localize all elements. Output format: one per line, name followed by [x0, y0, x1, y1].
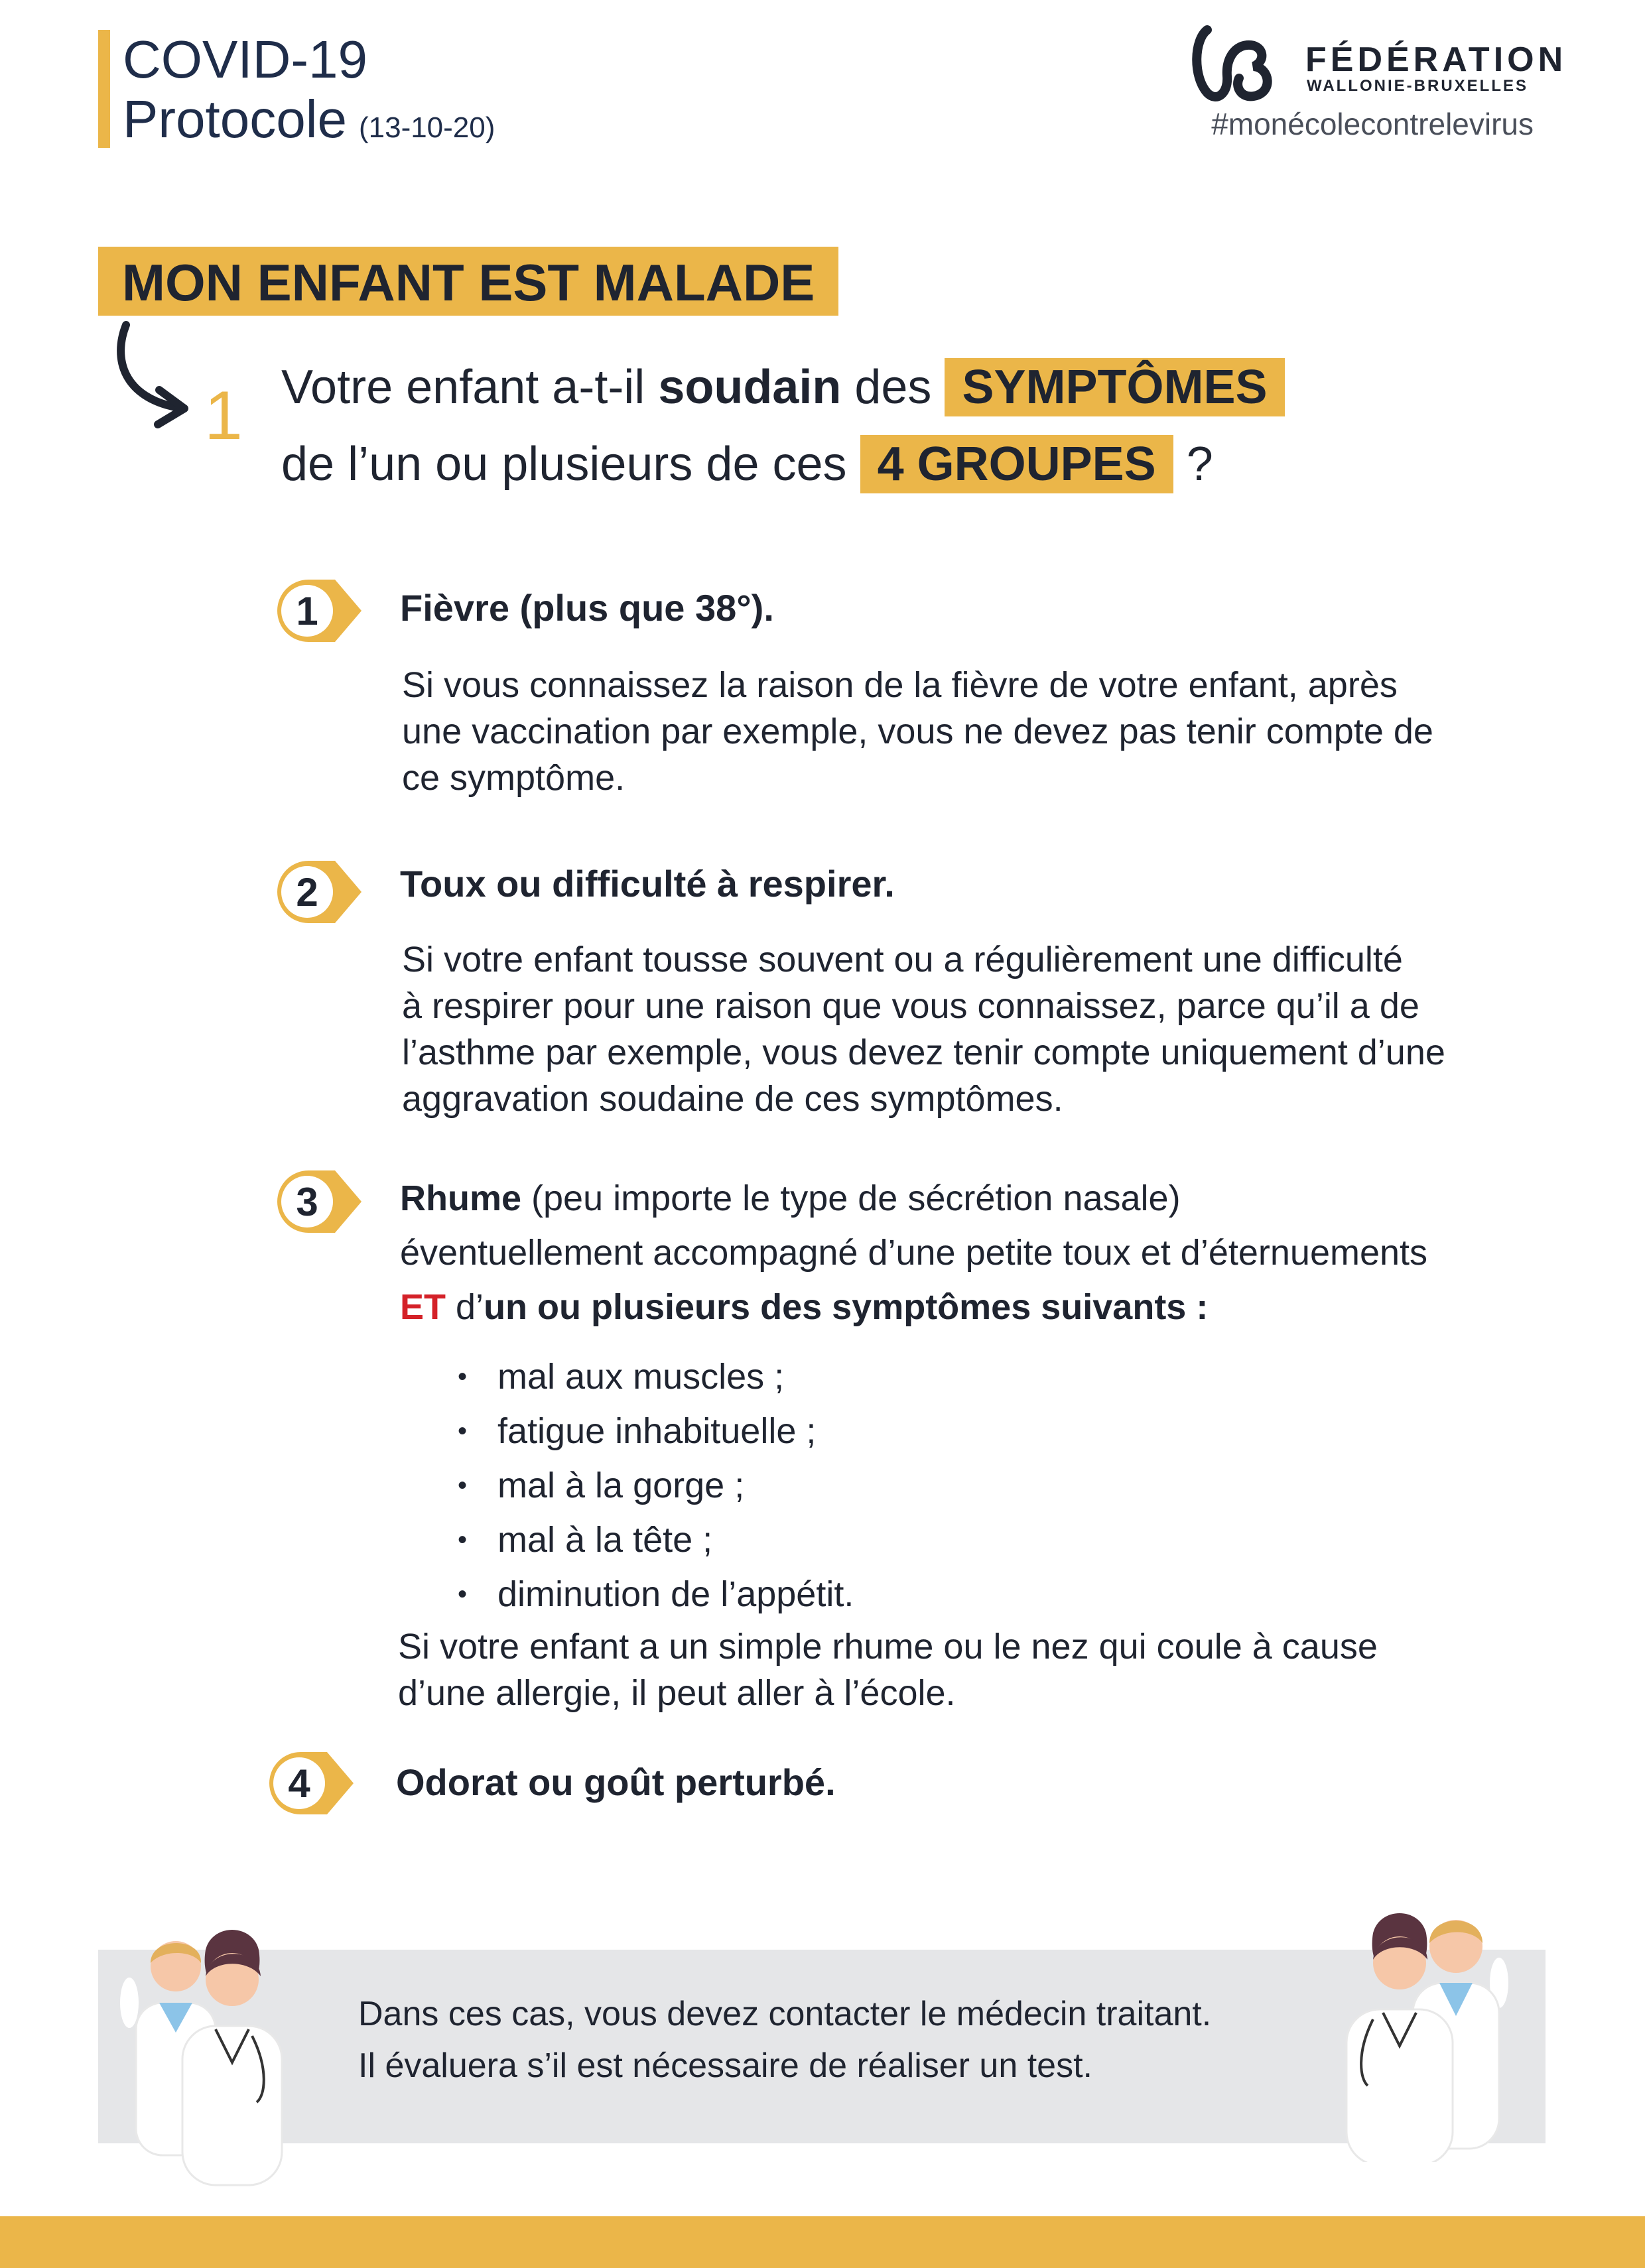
- group-3-title: [400, 1171, 1427, 1226]
- info-line: Il évaluera s’il est nécessaire de réaliser un test.: [358, 2047, 1092, 2085]
- symptom-list: [458, 1350, 854, 1621]
- question-mark: ?: [1186, 438, 1213, 491]
- group-2-title: Toux ou difficulté à respirer.: [400, 863, 895, 905]
- logo-name: FÉDÉRATION: [1305, 40, 1567, 79]
- step-number: 1: [204, 377, 243, 454]
- group-3-note: [398, 1623, 1378, 1716]
- description-line: l’asthme par exemple, vous devez tenir compte uniquement d’une: [402, 1033, 1445, 1072]
- question-text: Votre enfant a-t-il: [281, 361, 659, 414]
- question-text: des: [841, 361, 932, 414]
- group-3-line3: [400, 1280, 1427, 1334]
- header-title-line1: COVID-19: [123, 30, 367, 89]
- question-line2: [281, 431, 1213, 497]
- line3-emphasis: un ou plusieurs des symptômes suivants :: [484, 1287, 1209, 1327]
- group-4-title: Odorat ou goût perturbé.: [396, 1761, 836, 1803]
- group-3-line2: éventuellement accompagné d’une petite toux et d’éternuements: [400, 1233, 1428, 1273]
- question-emphasis: soudain: [658, 361, 842, 414]
- list-item: • mal à la tête ;: [458, 1513, 854, 1567]
- curved-arrow-icon: [106, 318, 199, 431]
- fwb-logo-icon: [1187, 20, 1293, 106]
- list-item: • diminution de l’appétit.: [458, 1567, 854, 1621]
- group-number: 2: [296, 870, 318, 914]
- description-line: ce symptôme.: [402, 758, 625, 798]
- header-protocol-label: Protocole: [123, 90, 347, 149]
- symptoms-highlight: SYMPTÔMES: [945, 358, 1284, 416]
- list-item: • mal à la gorge ;: [458, 1458, 854, 1513]
- hashtag: #monécolecontrelevirus: [1211, 107, 1534, 141]
- group-1-title: Fièvre (plus que 38°).: [400, 587, 774, 629]
- rhume-detail: (peu importe le type de sécrétion nasale): [521, 1178, 1181, 1218]
- doctors-illustration-right: [1320, 1883, 1519, 2162]
- group-4-badge-icon: [261, 1747, 360, 1820]
- note-line: d’une allergie, il peut aller à l’école.: [398, 1673, 956, 1713]
- doctors-illustration-left: [109, 1910, 308, 2188]
- question-line1: [281, 354, 1285, 420]
- group-1-badge-icon: [269, 574, 368, 647]
- question-text: de l’un ou plusieurs de ces: [281, 438, 847, 491]
- line3-text: d’: [446, 1287, 484, 1327]
- page-title: MON ENFANT EST MALADE: [98, 247, 838, 316]
- description-line: Si vous connaissez la raison de la fièvre de votre enfant, après: [402, 665, 1398, 705]
- footer-accent-bar: [0, 2216, 1645, 2268]
- et-conjunction: ET: [400, 1287, 446, 1327]
- note-line: Si votre enfant a un simple rhume ou le nez qui coule à cause: [398, 1627, 1378, 1667]
- group-1-description: [402, 662, 1433, 801]
- group-2-description: [402, 936, 1445, 1122]
- description-line: à respirer pour une raison que vous connaissez, parce qu’il a de: [402, 986, 1419, 1026]
- header-date: (13-10-20): [358, 111, 495, 144]
- group-number: 4: [288, 1761, 310, 1806]
- group-number: 3: [296, 1180, 318, 1224]
- rhume-label: Rhume: [400, 1178, 522, 1218]
- groups-highlight: 4 GROUPES: [860, 435, 1173, 493]
- list-item: • fatigue inhabituelle ;: [458, 1404, 854, 1458]
- header-title-line2: [123, 89, 495, 158]
- description-line: une vaccination par exemple, vous ne devez pas tenir compte de: [402, 712, 1433, 751]
- header-accent-bar: [98, 30, 110, 148]
- description-line: Si votre enfant tousse souvent ou a régulièrement une difficulté: [402, 940, 1403, 979]
- group-3-badge-icon: [269, 1165, 368, 1238]
- description-line: aggravation soudaine de ces symptômes.: [402, 1079, 1063, 1119]
- group-2-badge-icon: [269, 855, 368, 928]
- logo-subname: WALLONIE-BRUXELLES: [1307, 77, 1528, 95]
- list-item: • mal aux muscles ;: [458, 1350, 854, 1404]
- info-line: Dans ces cas, vous devez contacter le médecin traitant.: [358, 1995, 1212, 2033]
- group-number: 1: [296, 589, 318, 633]
- group-3-body: [400, 1171, 1427, 1334]
- info-text: [358, 1988, 1211, 2092]
